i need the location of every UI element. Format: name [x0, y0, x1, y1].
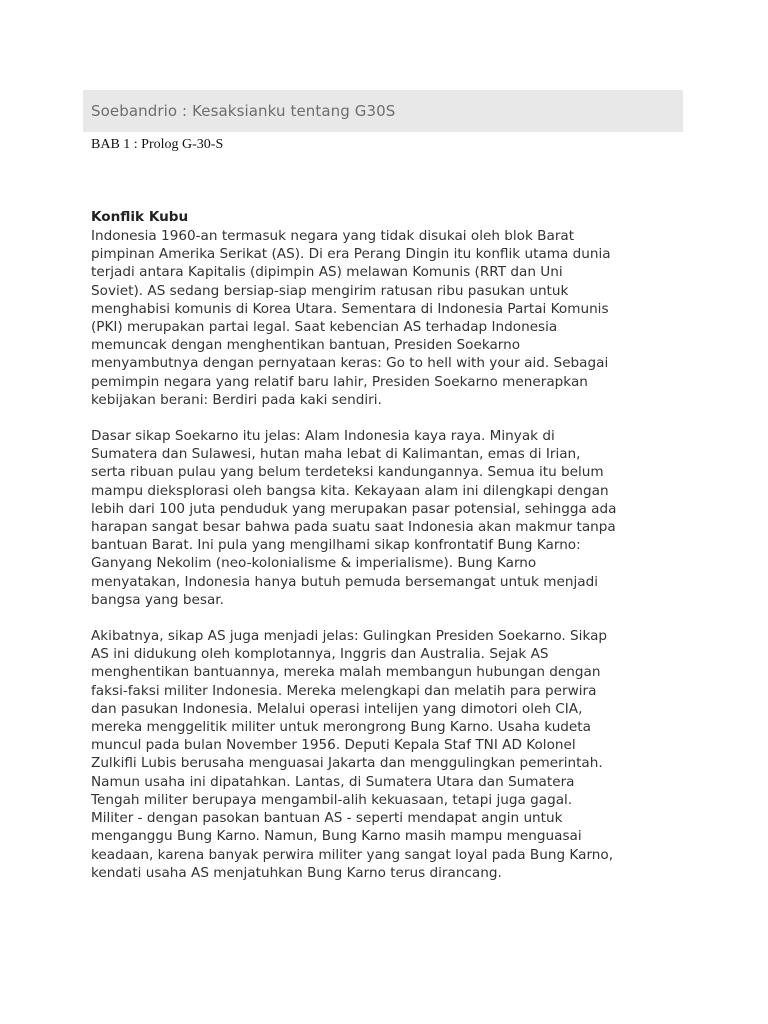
- text-line: menyatakan, Indonesia hanya butuh pemuda bersemangat untuk menjadi: [91, 573, 598, 590]
- text-line: menyambutnya dengan pernyataan keras: Go to hell with your aid. Sebagai: [91, 355, 609, 372]
- text-line: faksi-faksi militer Indonesia. Mereka melengkapi dan melatih para perwira: [91, 682, 597, 699]
- article-body: [91, 207, 691, 900]
- text-line: Tengah militer berupaya mengambil-alih kekuasaan, tetapi juga gagal.: [91, 791, 573, 808]
- text-line: harapan sangat besar bahwa pada suatu saat Indonesia akan makmur tanpa: [91, 519, 616, 536]
- text-line: Ganyang Nekolim (neo-kolonialisme & imperialisme). Bung Karno: [91, 555, 537, 572]
- section-heading: Konflik Kubu: [91, 209, 189, 225]
- text-line: terjadi antara Kapitalis (dipimpin AS) melawan Komunis (RRT dan Uni: [91, 264, 563, 281]
- text-line: lebih dari 100 juta penduduk yang merupakan pasar potensial, sehingga ada: [91, 500, 617, 517]
- text-line: kebijakan berani: Berdiri pada kaki sendiri.: [91, 391, 382, 408]
- document-title-bar: [83, 90, 683, 132]
- text-line: Militer - dengan pasokan bantuan AS - seperti mendapat angin untuk: [91, 810, 563, 827]
- text-line: bantuan Barat. Ini pula yang mengilhami sikap konfrontatif Bung Karno:: [91, 537, 581, 554]
- text-line: Indonesia 1960-an termasuk negara yang tidak disukai oleh blok Barat: [91, 228, 575, 244]
- text-line: pimpinan Amerika Serikat (AS). Di era Perang Dingin itu konflik utama dunia: [91, 246, 611, 263]
- text-line: menghabisi komunis di Korea Utara. Sementara di Indonesia Partai Komunis: [91, 300, 609, 317]
- text-line: Sumatera dan Sulawesi, hutan maha lebat di Kalimantan, emas di Irian,: [91, 446, 581, 463]
- text-line: mampu dieksplorasi oleh bangsa kita. Kekayaan alam ini dilengkapi dengan: [91, 482, 609, 499]
- text-line: menganggu Bung Karno. Namun, Bung Karno masih mampu menguasai: [91, 828, 582, 845]
- document-title: Soebandrio : Kesaksianku tentang G30S: [91, 102, 396, 120]
- text-line: kendati usaha AS menjatuhkan Bung Karno terus dirancang.: [91, 864, 502, 881]
- text-line: serta ribuan pulau yang belum terdeteksi kandungannya. Semua itu belum: [91, 464, 604, 481]
- text-line: keadaan, karena banyak perwira militer yang sangat loyal pada Bung Karno,: [91, 846, 614, 863]
- text-line: Akibatnya, sikap AS juga menjadi jelas: Gulingkan Presiden Soekarno. Sikap: [91, 628, 608, 645]
- paragraph-3: [91, 627, 691, 882]
- text-line: bangsa yang besar.: [91, 591, 224, 608]
- text-line: Zulkifli Lubis berusaha menguasai Jakarta dan menggulingkan pemerintah.: [91, 755, 603, 772]
- text-line: menghentikan bantuannya, mereka malah membangun hubungan dengan: [91, 664, 601, 681]
- text-line: AS ini didukung oleh komplotannya, Inggris dan Australia. Sejak AS: [91, 646, 549, 663]
- text-line: mereka menggelitik militer untuk merongrong Bung Karno. Usaha kudeta: [91, 719, 591, 736]
- text-line: Soviet). AS sedang bersiap-siap mengirim ratusan ribu pasukan untuk: [91, 282, 569, 299]
- text-line: muncul pada bulan November 1956. Deputi Kepala Staf TNI AD Kolonel: [91, 737, 576, 754]
- paragraph-1: [91, 227, 691, 409]
- text-line: (PKI) merupakan partai legal. Saat kebencian AS terhadap Indonesia: [91, 319, 558, 336]
- text-line: memuncak dengan menghentikan bantuan, Presiden Soekarno: [91, 337, 521, 354]
- text-line: pemimpin negara yang relatif baru lahir, Presiden Soekarno menerapkan: [91, 373, 588, 390]
- paragraph-2: [91, 427, 691, 609]
- chapter-heading: BAB 1 : Prolog G-30-S: [91, 137, 224, 152]
- text-line: dan pasukan Indonesia. Melalui operasi intelijen yang dimotori oleh CIA,: [91, 700, 583, 717]
- text-line: Dasar sikap Soekarno itu jelas: Alam Indonesia kaya raya. Minyak di: [91, 428, 555, 445]
- text-line: Namun usaha ini dipatahkan. Lantas, di Sumatera Utara dan Sumatera: [91, 773, 575, 790]
